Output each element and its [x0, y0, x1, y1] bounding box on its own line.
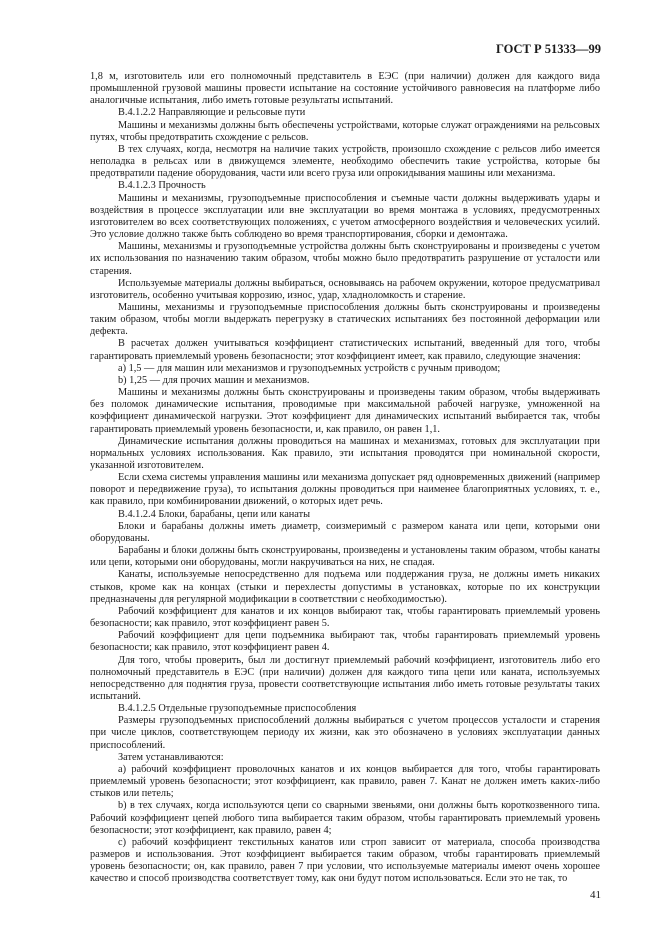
- document-header: ГОСТ Р 51333—99: [495, 42, 601, 56]
- paragraph: Машины и механизмы должны быть сконструированы и произведены таким образом, чтобы выдерживать без поломок динамические испытания, проводимые при максимальной рабочей нагрузке, умноженной на коэффициент динамической нагрузки. Этот коэффициент для динамических испытаний выбирается так, чтобы гарантировать приемлемый уровень безопасности, и, как правило, он равен 1,1.: [90, 387, 600, 435]
- paragraph: с) рабочий коэффициент текстильных канатов или строп зависит от материала, способа производства размеров и использования. Этот коэффициент выбирается таким образом, чтобы гарантировать приемлемый уровень безопасности; он, как правило, равен 7 при условии, что используемые материалы имеют очень хорошее качество и способ производства соответствует тому, как они будут потом использоваться. Если это не так, то: [90, 836, 600, 885]
- paragraph: В тех случаях, когда, несмотря на наличие таких устройств, произошло схождение с рельсов либо имеется неполадка в рельсах или в движущемся элементе, необходимо обеспечить такие устройства, которые бы предотвратили падение оборудования, части или всего груза или опрокидывания машины или механизма.: [90, 143, 600, 180]
- paragraph: Барабаны и блоки должны быть сконструированы, произведены и установлены таким образом, чтобы канаты или цепи, которыми они оборудованы, могли накручиваться на них, не спадая.: [90, 545, 600, 569]
- paragraph: Рабочий коэффициент для канатов и их концов выбирают так, чтобы гарантировать приемлемый уровень безопасности; как правило, этот коэффициент равен 5.: [90, 605, 600, 630]
- paragraph: b) 1,25 — для прочих машин и механизмов.: [118, 374, 310, 386]
- paragraph: Если схема системы управления машины или механизма допускает ряд одновременных движений (например поворот и передвижение груза), то испытания должны проводиться при наименее благоприятных условиях, т. е., как правило, при комбинировании движений, о которых идет речь.: [90, 472, 600, 508]
- paragraph: В расчетах должен учитываться коэффициент статистических испытаний, введенный для того, чтобы гарантировать приемлемый уровень безопасности; этот коэффициент имеет, как правило, следующие значения:: [90, 338, 600, 362]
- paragraph: В.4.1.2.5 Отдельные грузоподъемные приспособления: [118, 703, 357, 715]
- paragraph: Машины и механизмы, грузоподъемные приспособления и съемные части должны выдерживать удары и воздействия в процессе эксплуатации или вне эксплуатации во время монтажа в условиях, предусмотренных изготовителем во всех соответствующих положениях, с учетом атмосферного воздействия и человеческих усилий. Это условие должно также быть соблюдено во время транспортирования, сборки и демонтажа.: [90, 192, 600, 241]
- page-number: 41: [590, 889, 601, 901]
- paragraph: Канаты, используемые непосредственно для подъема или поддержания груза, не должны иметь никаких стыков, кроме как на концах (стыки и перехлесты допустимы в установках, которые по их конструкции предназначены для регулярной модификации в соответствии с необходимостью).: [90, 569, 600, 605]
- paragraph: b) в тех случаях, когда используются цепи со сварными звеньями, они должны быть короткозвенного типа. Рабочий коэффициент цепей любого типа выбирается таким образом, чтобы гарантировать приемлемый уровень безопасности; этот коэффициент, как правило, равен 4;: [90, 800, 600, 836]
- paragraph: Используемые материалы должны выбираться, основываясь на рабочем окружении, которое предусматривал изготовитель, особенно учитывая коррозию, износ, удар, хладноломкость и старение.: [90, 277, 600, 301]
- paragraph: Динамические испытания должны проводиться на машинах и механизмах, готовых для эксплуатации при нормальных условиях использования. Как правило, эти испытания проводятся при номинальной скорости, указанной изготовителем.: [90, 435, 600, 471]
- paragraph: Машины и механизмы должны быть обеспечены устройствами, которые служат ограждениями на рельсовых путях, чтобы предотвратить схождение с рельсов.: [90, 119, 600, 143]
- paragraph: 1,8 м, изготовитель или его полномочный представитель в ЕЭС (при наличии) должен для каждого вида промышленной грузовой машины провести испытание на состояние устойчивого равновесия на платформе либо аналогичные испытания, либо иметь готовые результаты испытаний.: [90, 71, 600, 107]
- paragraph: Затем устанавливаются:: [118, 751, 224, 763]
- paragraph: Блоки и барабаны должны иметь диаметр, соизмеримый с размером каната или цепи, которыми они оборудованы.: [90, 520, 600, 544]
- paragraph: Для того, чтобы проверить, был ли достигнут приемлемый рабочий коэффициент, изготовитель либо его полномочный представитель в ЕЭС (при наличии) должен для каждого типа цепи или каната, используемых непосредственно для поднятия груза, провести соответствующие испытания либо иметь готовые результаты таких испытаний.: [90, 654, 600, 702]
- document-body: [90, 71, 600, 885]
- paragraph: В.4.1.2.4 Блоки, барабаны, цепи или канаты: [118, 508, 311, 520]
- paragraph: Машины, механизмы и грузоподъемные приспособления должны быть сконструированы и произведены таким образом, чтобы могли выдержать перегрузку в статических испытаниях без постоянной деформации или дефекта.: [90, 301, 600, 338]
- paragraph: Рабочий коэффициент для цепи подъемника выбирают так, чтобы гарантировать приемлемый уровень безопасности; как правило, этот коэффициент равен 4.: [90, 630, 600, 654]
- paragraph: В.4.1.2.2 Направляющие и рельсовые пути: [118, 107, 306, 119]
- paragraph: В.4.1.2.3 Прочность: [118, 180, 206, 192]
- paragraph: а) рабочий коэффициент проволочных канатов и их концов выбирается для того, чтобы гарантировать приемлемый уровень безопасности; этот коэффициент, как правило, равен 7. Канат не должен иметь каких-либо стыков или петель;: [90, 763, 600, 800]
- paragraph: а) 1,5 — для машин или механизмов и грузоподъемных устройств с ручным приводом;: [118, 362, 501, 374]
- paragraph: Машины, механизмы и грузоподъемные устройства должны быть сконструированы и произведены с учетом их использования по назначению таким образом, чтобы можно было предотвратить разрушение от усталости или старения.: [90, 241, 600, 277]
- paragraph: Размеры грузоподъемных приспособлений должны выбираться с учетом процессов усталости и старения при числе циклов, соответствующем периоду их жизни, как это обозначено в условиях эксплуатации данных приспособлений.: [90, 715, 600, 751]
